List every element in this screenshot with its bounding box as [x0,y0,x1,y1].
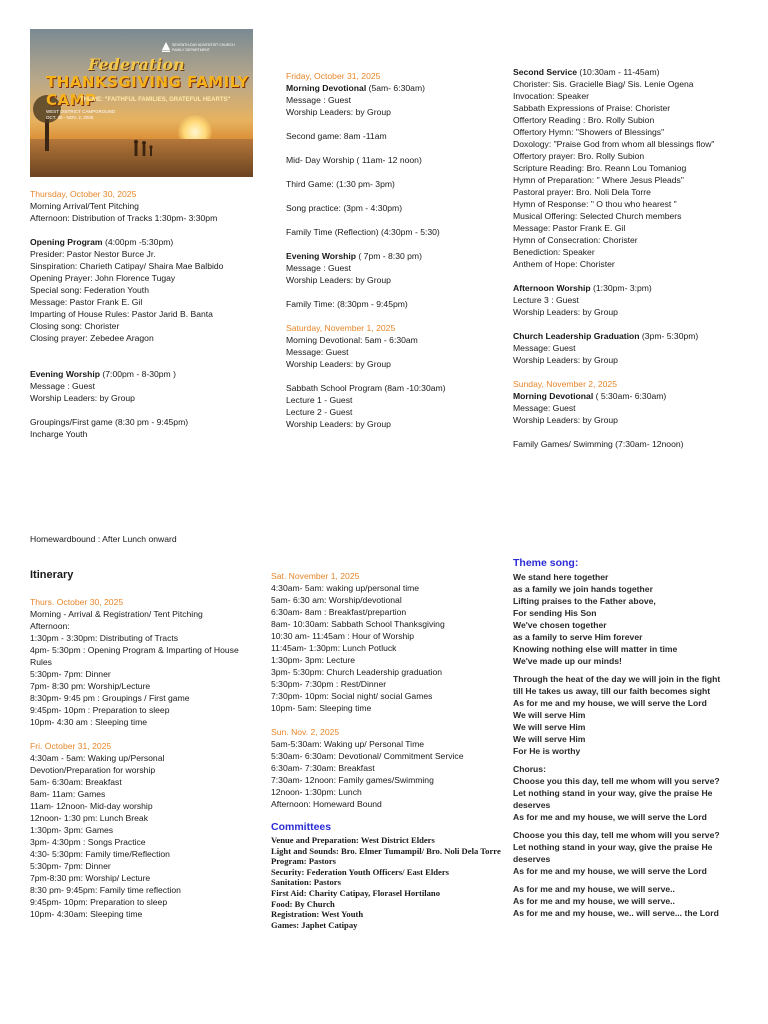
banner-title-main: THANKSGIVING FAMILY CAMP [46,73,249,109]
itinerary-title: Itinerary [30,569,74,581]
text-line: 10:30 am- 11:45am : Hour of Worship [271,631,414,641]
text-line: Closing song: Chorister [30,321,120,331]
day-heading: Friday, October 31, 2025 [286,71,381,81]
text-line: 8:30 pm- 9:45pm: Family time reflection [30,885,181,895]
afternoon-worship-heading: Afternoon Worship (1:30pm- 3:pm) [513,283,652,293]
text-line: Second game: 8am -11am [286,131,387,141]
text-line: Musical Offering: Selected Church members [513,211,682,221]
lyric-line: We will serve Him [513,710,586,720]
lyric-line: as a family we join hands together [513,584,653,594]
lyric-line: deserves [513,854,551,864]
text-line: Groupings/First game (8:30 pm - 9:45pm) [30,417,189,427]
text-line: Hymn of Response: " O thou who hearest " [513,199,677,209]
text-line: 5am- 6:30 am: Worship/devotional [271,595,402,605]
committees-list [271,835,507,930]
text-line: 8am- 10:30am: Sabbath School Thanksgiving [271,619,445,629]
text-line: Lecture 3 : Guest [513,295,579,305]
text-line: 10pm- 4:30 am : Sleeping time [30,717,148,727]
text-line: Special song: Federation Youth [30,285,149,295]
text-line: Sabbath Expressions of Praise: Chorister [513,103,671,113]
theme-song-title: Theme song: [513,557,579,569]
graduation-heading: Church Leadership Graduation (3pm- 5:30pm) [513,331,699,341]
committee-line: First Aid: Charity Catipay, Florasel Hortilano [271,887,440,898]
text-line: 5:30pm- 7:30pm : Rest/Dinner [271,679,387,689]
text-line: 9:45pm- 10pm: Preparation to sleep [30,897,168,907]
theme-song-lyrics [513,571,758,919]
text-line: Message: Guest [513,343,576,353]
text-line: 7:30pm- 10pm: Social night/ social Games [271,691,433,701]
lyric-line: We will serve Him [513,722,586,732]
lyric-line: Through the heat of the day we will join in the fight [513,674,721,684]
text-line: Sinspiration: Charieth Catipay/ Shaira Mae Balbido [30,261,224,271]
opening-program-heading: Opening Program (4:00pm -5:30pm) [30,237,174,247]
committee-line: Light and Sounds: Bro. Elmer Tumampil/ Bro. Noli Dela Torre [271,845,501,856]
text-line: Message: Pastor Frank E. Gil [513,223,626,233]
text-line: Worship Leaders: by Group [30,393,135,403]
text-line: Worship Leaders: by Group [286,419,391,429]
committee-line: Food: By Church [271,898,335,909]
text-line: Opening Prayer: John Florence Tugay [30,273,176,283]
morning-devotional-heading: Morning Devotional (5am- 6:30am) [286,83,425,93]
text-line: Devotion/Preparation for worship [30,765,156,775]
text-line: Pastoral prayer: Bro. Noli Dela Torre [513,187,651,197]
text-line: 5:30pm- 7pm: Dinner [30,669,111,679]
lyric-line: We've made up our minds! [513,656,622,666]
lyric-line: As for me and my house, we will serve the Lord [513,866,707,876]
text-line: Message: Guest [286,347,349,357]
text-line: 10pm- 4:30am: Sleeping time [30,909,143,919]
text-line: Afternoon: Distribution of Tracks 1:30pm- 3:30pm [30,213,218,223]
homeward-note: Homewardbound : After Lunch onward [30,534,177,544]
text-line: Closing prayer: Zebedee Aragon [30,333,154,343]
lyric-line: deserves [513,800,551,810]
lyric-line: till He takes us away, till our faith becomes sight [513,686,711,696]
text-line: Message : Guest [30,381,95,391]
text-line: 4:30- 5:30pm: Family time/Reflection [30,849,170,859]
lyric-line: Choose you this day, tell me whom will you serve? [513,830,720,840]
text-line: 3pm- 4:30pm : Songs Practice [30,837,146,847]
text-line: 4:30am- 5am: waking up/personal time [271,583,420,593]
text-line: Message : Guest [286,263,351,273]
sunday-devotional-heading: Morning Devotional ( 5:30am- 6:30am) [513,391,667,401]
text-line: 5:30am- 6:30am: Devotional/ Commitment Service [271,751,464,761]
text-line: 5am-5:30am: Waking up/ Personal Time [271,739,425,749]
text-line: Worship Leaders: by Group [513,307,618,317]
lyric-line: Let nothing stand in your way, give the praise He [513,842,713,852]
lyric-line: As for me and my house, we will serve the Lord [513,812,707,822]
lyric-line: As for me and my house, we.. will serve... the Lord [513,908,719,918]
text-line: Scripture Reading: Bro. Reann Lou Tomaniog [513,163,687,173]
text-line: 12noon- 1:30pm: Lunch [271,787,362,797]
lyric-line: Knowing nothing else will matter in time [513,644,678,654]
second-service-heading: Second Service (10:30am - 11-45am) [513,67,660,77]
text-line: 5:30pm- 7pm: Dinner [30,861,111,871]
text-line: 1:30pm- 3pm: Games [30,825,114,835]
friday-saturday-program [286,70,506,430]
text-line: Mid- Day Worship ( 11am- 12 noon) [286,155,422,165]
itinerary-thu-fri [30,596,260,920]
text-line: Doxology: "Praise God from whom all blessings flow" [513,139,715,149]
committee-line: Sanitation: Pastors [271,877,341,888]
lyric-line: For He is worthy [513,746,581,756]
text-line: Benediction: Speaker [513,247,595,257]
text-line: Family Time: (8:30pm - 9:45pm) [286,299,408,309]
text-line: 7pm- 8:30 pm: Worship/Lecture [30,681,151,691]
text-line: 5am- 6:30am: Breakfast [30,777,122,787]
banner-theme: THEME: "FAITHFUL FAMILIES, GRATEFUL HEARTS" [80,97,231,103]
text-line: Message: Pastor Frank E. Gil [30,297,143,307]
text-line: 8:30pm- 9:45 pm : Groupings / First game [30,693,190,703]
text-line: 4pm- 5:30pm : Opening Program & Imparting of House Rules [30,645,239,667]
text-line: Family Time (Reflection) (4:30pm - 5:30) [286,227,440,237]
text-line: Anthem of Hope: Chorister [513,259,615,269]
banner-org: SEVENTH-DAY ADVENTIST CHURCH FAMILY DEPARTMENT [172,43,235,52]
day-heading: Saturday, November 1, 2025 [286,323,396,333]
text-line: Song practice: (3pm - 4:30pm) [286,203,403,213]
text-line: Worship Leaders: by Group [513,355,618,365]
text-line: 3pm- 5:30pm: Church Leadership graduation [271,667,443,677]
text-line: 11am- 12noon- Mid-day worship [30,801,153,811]
text-line: Worship Leaders: by Group [286,359,391,369]
text-line: 1:30pm - 3:30pm: Distributing of Tracts [30,633,179,643]
text-line: 1:30pm- 3pm: Lecture [271,655,356,665]
thursday-program [30,188,270,440]
text-line: 8am- 11am: Games [30,789,106,799]
lyric-line: As for me and my house, we will serve the Lord [513,698,707,708]
evening-worship-heading: Evening Worship ( 7pm - 8:30 pm) [286,251,422,261]
text-line: 7:30am- 12noon: Family games/Swimming [271,775,434,785]
committees-title: Committees [271,821,332,833]
text-line: Offertory Reading : Bro. Rolly Subion [513,115,655,125]
day-heading: Thurs. October 30, 2025 [30,597,124,607]
day-heading: Sat. November 1, 2025 [271,571,360,581]
lyric-line: As for me and my house, we will serve.. [513,884,675,894]
text-line: Invocation: Speaker [513,91,589,101]
text-line: Hymn of Consecration: Chorister [513,235,638,245]
text-line: Lecture 1 - Guest [286,395,353,405]
text-line: Morning - Arrival & Registration/ Tent Pitching [30,609,203,619]
text-line: Imparting of House Rules: Pastor Jarid B. Banta [30,309,213,319]
text-line: 11:45am- 1:30pm: Lunch Potluck [271,643,397,653]
text-line: Morning Arrival/Tent Pitching [30,201,139,211]
text-line: Worship Leaders: by Group [286,107,391,117]
text-line: 6:30am- 8am : Breakfast/prepartion [271,607,407,617]
lyric-line: We've chosen together [513,620,607,630]
day-heading: Sun. Nov. 2, 2025 [271,727,340,737]
lyric-line: Lifting praises to the Father above, [513,596,656,606]
text-line: Message : Guest [286,95,351,105]
day-heading: Fri. October 31, 2025 [30,741,112,751]
day-heading: Sunday, November 2, 2025 [513,379,617,389]
day-heading: Thursday, October 30, 2025 [30,189,137,199]
text-line: Hymn of Preparation: " Where Jesus Pleads" [513,175,684,185]
itinerary-sat-sun [271,570,507,810]
lyric-line: as a family to serve Him forever [513,632,643,642]
banner-title-federation: Federation [88,55,185,74]
text-line: Offertory Hymn: "Showers of Blessings" [513,127,665,137]
lyric-line: As for me and my house, we will serve.. [513,896,675,906]
text-line: 4:30am - 5am: Waking up/Personal [30,753,165,763]
lyric-line: Choose you this day, tell me whom will you serve? [513,776,720,786]
committee-line: Security: Federation Youth Officers/ East Elders [271,866,449,877]
text-line: 6:30am- 7:30am: Breakfast [271,763,375,773]
sabbath-sunday-program [513,66,753,450]
banner-venue: WEST DISTRICT CAMPGROUND OCT. 30 - NOV. 2, 2025 [46,109,116,120]
lyric-line: We will serve Him [513,734,586,744]
lyric-line: Chorus: [513,764,546,774]
lyric-line: For sending His Son [513,608,597,618]
family-silhouette [126,137,166,161]
committee-line: Program: Pastors [271,856,336,867]
evening-worship-heading: Evening Worship (7:00pm - 8-30pm ) [30,369,176,379]
text-line: Message: Guest [513,403,576,413]
text-line: Afternoon: [30,621,70,631]
text-line: Worship Leaders: by Group [286,275,391,285]
camp-banner-image [30,29,253,177]
text-line: Incharge Youth [30,429,88,439]
text-line: Offertory prayer: Bro. Rolly Subion [513,151,645,161]
text-line: 12noon- 1:30 pm: Lunch Break [30,813,149,823]
text-line: Worship Leaders: by Group [513,415,618,425]
text-line: Morning Devotional: 5am - 6:30am [286,335,418,345]
committee-line: Registration: West Youth [271,909,364,920]
text-line: Family Games/ Swimming (7:30am- 12noon) [513,439,684,449]
text-line: Third Game: (1:30 pm- 3pm) [286,179,395,189]
committee-line: Venue and Preparation: West District Elders [271,835,435,845]
lyric-line: We stand here together [513,572,609,582]
text-line: Sabbath School Program (8am -10:30am) [286,383,446,393]
text-line: Chorister: Sis. Gracielle Biag/ Sis. Lenie Ogena [513,79,694,89]
text-line: Afternoon: Homeward Bound [271,799,382,809]
church-logo-icon [162,42,170,52]
text-line: 10pm- 5am: Sleeping time [271,703,372,713]
text-line: Lecture 2 - Guest [286,407,353,417]
committee-line: Games: Japhet Catipay [271,919,358,930]
text-line: 9:45pm- 10pm : Preparation to sleep [30,705,170,715]
lyric-line: Let nothing stand in your way, give the praise He [513,788,713,798]
text-line: Presider: Pastor Nestor Burce Jr. [30,249,156,259]
text-line: 7pm-8:30 pm: Worship/ Lecture [30,873,151,883]
